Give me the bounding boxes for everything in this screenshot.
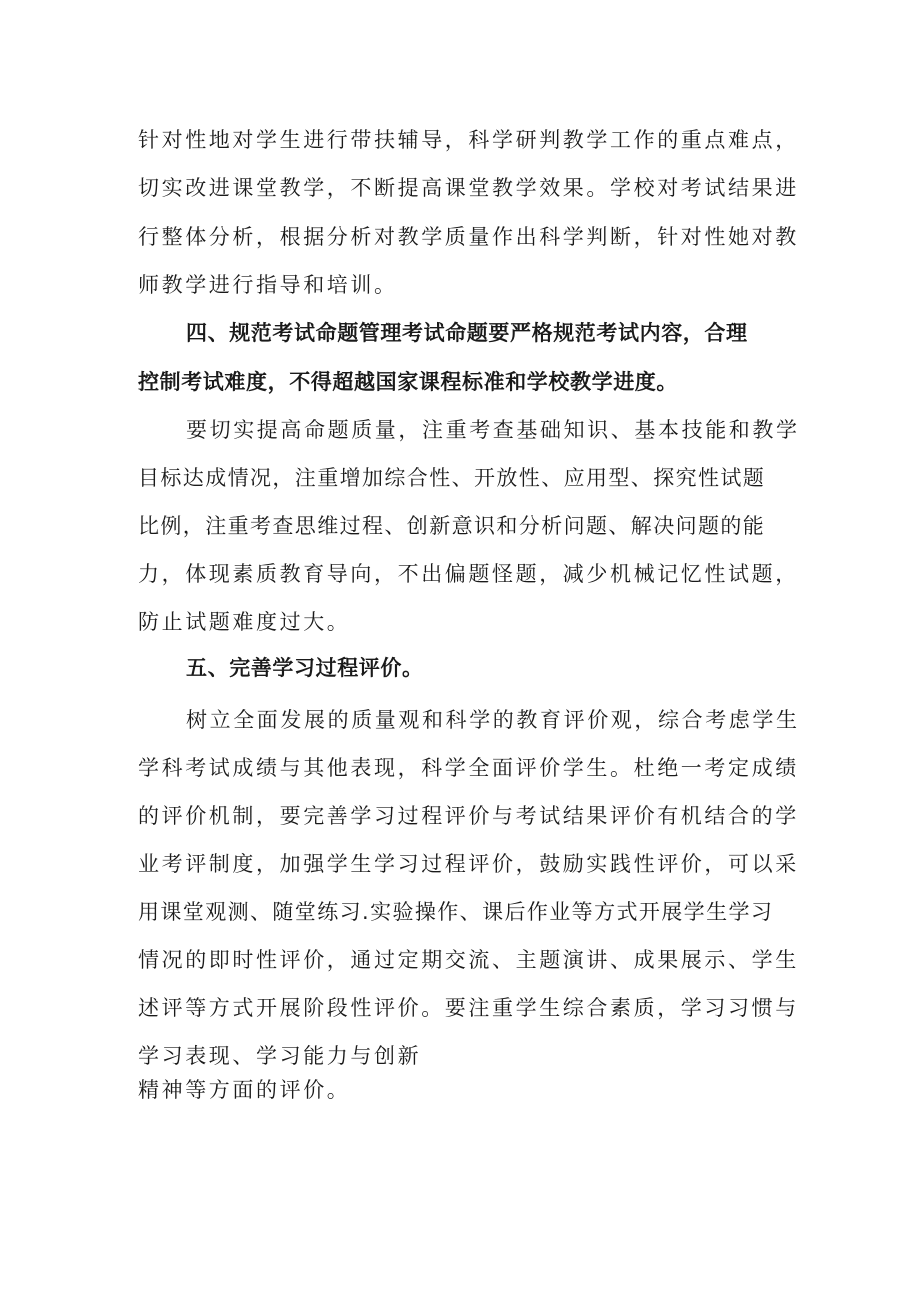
paragraph-line: 比例，注重考查思维过程、创新意识和分析问题、解决问题的能	[138, 514, 766, 538]
paragraph-line: 切实改进课堂教学，不断提高课堂教学效果。学校对考试结果进	[138, 176, 799, 200]
section-heading-five: 五、完善学习过程评价。	[186, 656, 424, 680]
paragraph-line: 针对性地对学生进行带扶辅导，科学研判教学工作的重点难点，	[138, 128, 799, 152]
paragraph-line: 力，体现素质教育导向，不出偏题怪题，减少机械记忆性试题，	[138, 562, 799, 586]
paragraph-line: 的评价机制，要完善学习过程评价与考试结果评价有机结合的学	[138, 804, 799, 828]
paragraph-line: 精神等方面的评价。	[138, 1078, 351, 1102]
paragraph-line: 述评等方式开展阶段性评价。要注重学生综合素质，学习习惯与	[138, 996, 799, 1020]
paragraph-line: 学科考试成绩与其他表现，科学全面评价学生。杜绝一考定成绩	[138, 756, 799, 780]
paragraph-line: 行整体分析，根据分析对教学质量作出科学判断，针对性她对教	[138, 225, 799, 249]
paragraph-line: 业考评制度，加强学生学习过程评价，鼓励实践性评价，可以采	[138, 852, 799, 876]
paragraph-line: 学习表现、学习能力与创新	[138, 1044, 422, 1068]
paragraph-line: 目标达成情况，注重增加综合性、开放性、应用型、探究性试题	[138, 466, 766, 490]
paragraph-line: 情况的即时性评价，通过定期交流、主题演讲、成果展示、学生	[138, 948, 799, 972]
paragraph-line: 防止试题难度过大。	[138, 610, 351, 634]
paragraph-line: 要切实提高命题质量，注重考查基础知识、基本技能和教学	[186, 418, 800, 442]
paragraph-line: 师教学进行指导和培训。	[138, 273, 398, 297]
section-heading-four-continued: 控制考试难度，不得超越国家课程标准和学校教学进度。	[138, 370, 678, 394]
paragraph-line: 树立全面发展的质量观和科学的教育评价观，综合考虑学生	[186, 708, 800, 732]
section-heading-four: 四、规范考试命题管理考试命题要严格规范考试内容，合理	[186, 321, 748, 345]
paragraph-line: 用课堂观测、随堂练习.实验操作、课后作业等方式开展学生学习	[138, 900, 774, 924]
